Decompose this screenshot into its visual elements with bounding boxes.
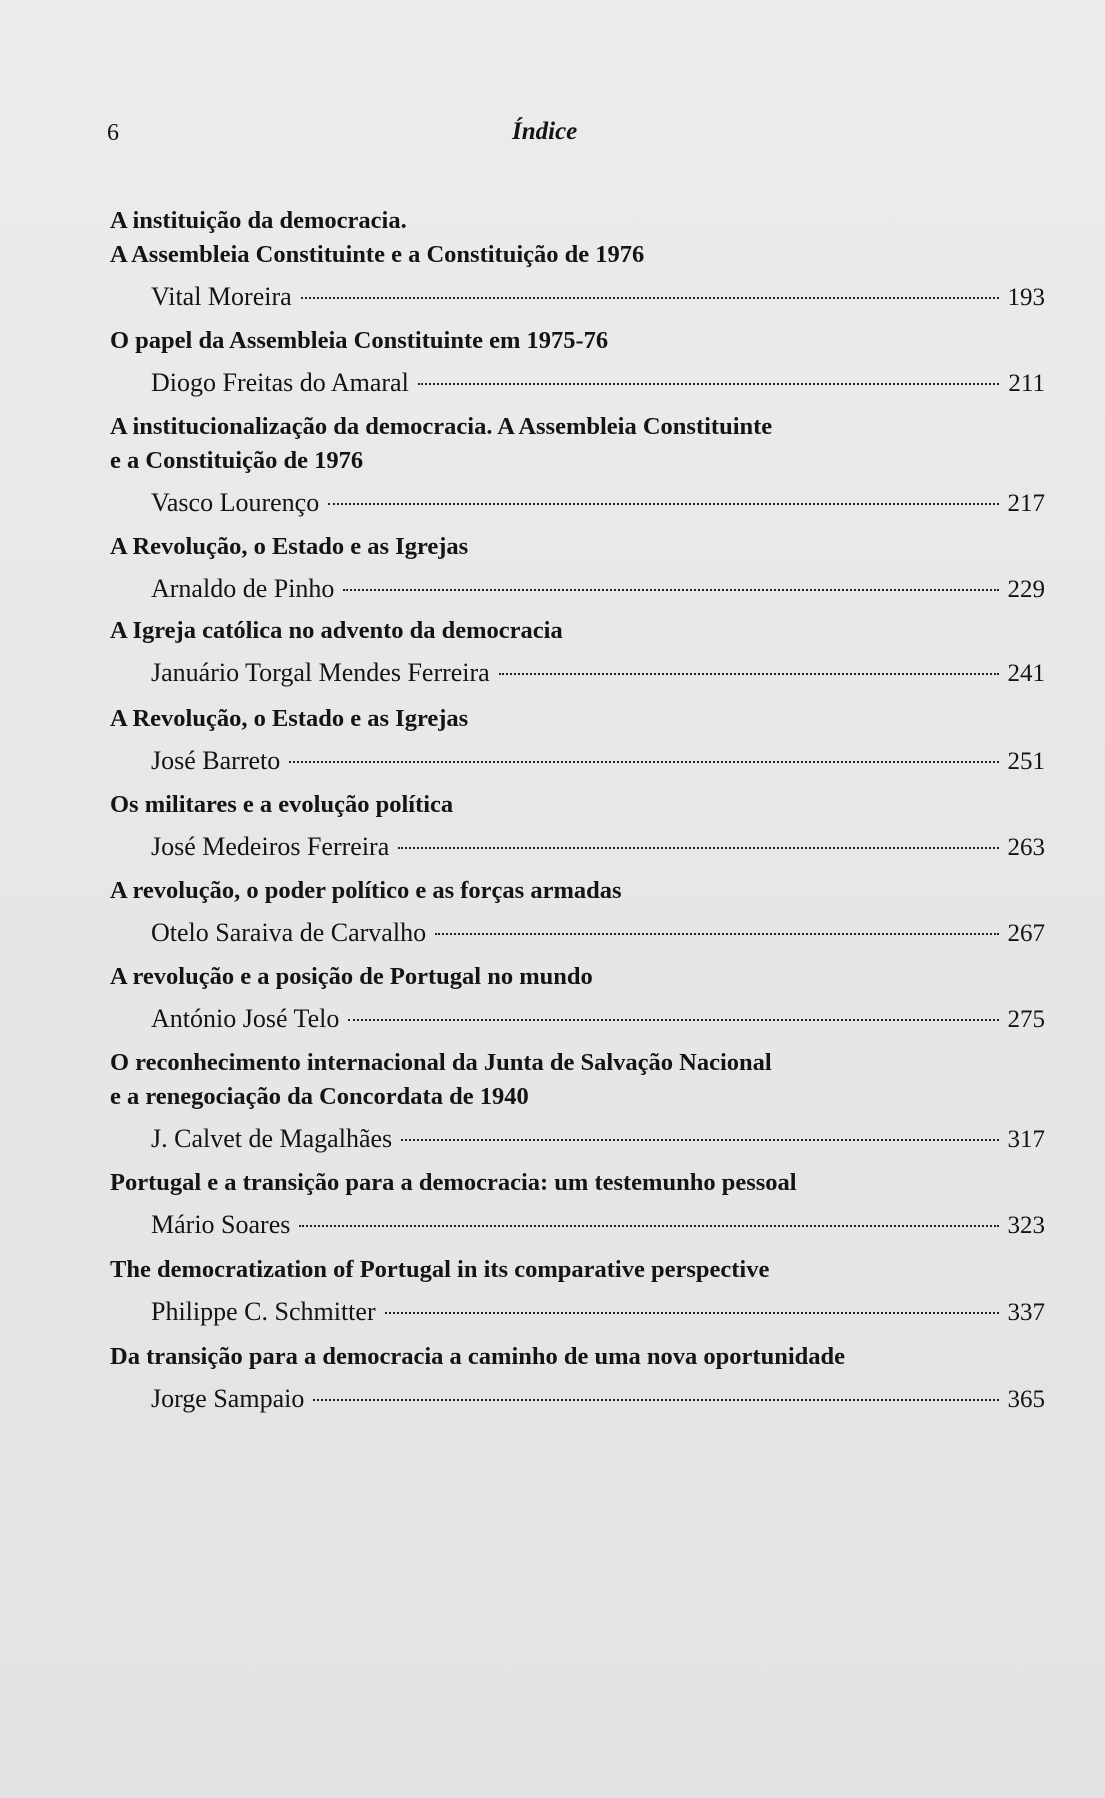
toc-entry	[110, 1340, 1045, 1417]
entry-author-line	[151, 1295, 1045, 1330]
dot-leader	[348, 1019, 998, 1021]
toc-entry	[110, 530, 1045, 607]
entry-author-line	[151, 744, 1045, 779]
entry-title: A Revolução, o Estado e as Igrejas	[110, 705, 469, 732]
entry-title: A revolução, o poder político e as forças armadas	[110, 877, 622, 904]
toc-entry	[110, 1166, 1045, 1243]
entry-author-line	[151, 280, 1045, 315]
entry-page: 365	[1007, 1386, 1045, 1413]
entry-page: 241	[1007, 660, 1045, 687]
entry-title: The democratization of Portugal in its comparative perspective	[110, 1256, 770, 1283]
running-title: Índice	[512, 118, 578, 145]
toc-entry	[110, 702, 1045, 779]
entry-title: A Revolução, o Estado e as Igrejas	[110, 533, 469, 560]
entry-title: O reconhecimento internacional da Junta de Salvação Nacional	[110, 1049, 772, 1076]
dot-leader	[301, 297, 999, 299]
dot-leader	[418, 383, 1000, 385]
entry-title: Da transição para a democracia a caminho de uma nova oportunidade	[110, 1343, 845, 1370]
entry-title: A revolução e a posição de Portugal no mundo	[110, 963, 593, 990]
toc-entry	[110, 960, 1045, 1037]
dot-leader	[385, 1312, 999, 1314]
page-number: 6	[107, 120, 119, 146]
entry-author-line	[151, 1208, 1045, 1243]
entry-page: 251	[1007, 748, 1045, 775]
toc-entry	[110, 1253, 1045, 1330]
entry-author: Otelo Saraiva de Carvalho	[151, 918, 427, 947]
entry-title: A Assembleia Constituinte e a Constituição de 1976	[110, 241, 645, 268]
entry-title: A Igreja católica no advento da democracia	[110, 617, 563, 644]
entry-author: Diogo Freitas do Amaral	[151, 368, 409, 397]
entry-author: José Medeiros Ferreira	[151, 832, 390, 861]
entry-author-line	[151, 656, 1045, 691]
entry-author-line	[151, 1122, 1045, 1157]
entry-author-line	[151, 1002, 1045, 1037]
entry-title: e a Constituição de 1976	[110, 447, 364, 474]
entry-title: e a renegociação da Concordata de 1940	[110, 1083, 529, 1110]
entry-page: 229	[1007, 576, 1045, 603]
entry-page: 193	[1007, 284, 1045, 311]
entry-author-line	[151, 830, 1045, 865]
dot-leader	[499, 673, 999, 675]
dot-leader	[398, 847, 998, 849]
entry-page: 323	[1007, 1212, 1045, 1239]
entry-page: 263	[1007, 834, 1045, 861]
entry-page: 317	[1007, 1126, 1045, 1153]
dot-leader	[313, 1399, 998, 1401]
entry-author: José Barreto	[151, 746, 281, 775]
entry-author: Arnaldo de Pinho	[151, 574, 335, 603]
entry-author: Vasco Lourenço	[151, 488, 320, 517]
entry-author: Philippe C. Schmitter	[151, 1297, 376, 1326]
entry-title: A instituição da democracia.	[110, 207, 407, 234]
dot-leader	[328, 503, 998, 505]
entry-page: 275	[1007, 1006, 1045, 1033]
dot-leader	[401, 1139, 998, 1141]
entry-title: Portugal e a transição para a democracia: um testemunho pessoal	[110, 1169, 797, 1196]
entry-page: 211	[1008, 370, 1045, 397]
entry-author-line	[151, 366, 1045, 401]
entry-title: A institucionalização da democracia. A Assembleia Constituinte	[110, 413, 773, 440]
toc-entry	[110, 324, 1045, 401]
toc-entry	[110, 874, 1045, 951]
toc-entry	[110, 788, 1045, 865]
toc-entry	[110, 614, 1045, 691]
entry-author-line	[151, 572, 1045, 607]
dot-leader	[435, 933, 998, 935]
toc-entry	[110, 1046, 1045, 1157]
dot-leader	[289, 761, 998, 763]
entry-author-line	[151, 1382, 1045, 1417]
toc-entry	[110, 204, 1045, 315]
entry-author: Vital Moreira	[151, 282, 292, 311]
dot-leader	[299, 1225, 998, 1227]
entry-title: Os militares e a evolução política	[110, 791, 454, 818]
entry-author: J. Calvet de Magalhães	[151, 1124, 393, 1153]
entry-author-line	[151, 916, 1045, 951]
entry-author: Mário Soares	[151, 1210, 291, 1239]
entry-author: Januário Torgal Mendes Ferreira	[151, 658, 490, 687]
entry-page: 337	[1007, 1299, 1045, 1326]
entry-page: 217	[1007, 490, 1045, 517]
toc-entry	[110, 410, 1045, 521]
entry-author: Jorge Sampaio	[151, 1384, 305, 1413]
entry-page: 267	[1007, 920, 1045, 947]
dot-leader	[343, 589, 998, 591]
entry-author-line	[151, 486, 1045, 521]
entry-author: António José Telo	[151, 1004, 340, 1033]
entry-title: O papel da Assembleia Constituinte em 1975-76	[110, 327, 609, 354]
